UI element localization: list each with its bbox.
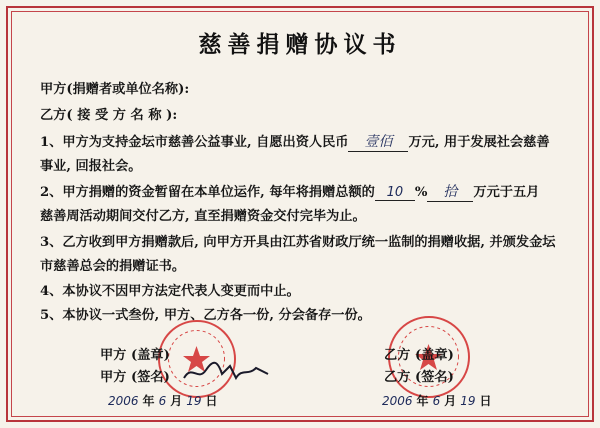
party-a-year: 2006 xyxy=(108,394,139,408)
clause-2-amount: 拾 xyxy=(427,181,473,202)
party-b-year: 2006 xyxy=(382,394,413,408)
party-a-year-char: 年 xyxy=(142,394,155,408)
party-b-month-char: 月 xyxy=(444,394,457,408)
party-b-line: 乙方( 接 受 方 名 称 ): xyxy=(40,108,178,123)
clause-1-line-2: 事业, 回报社会。 xyxy=(40,159,142,174)
clause-1-amount: 壹佰 xyxy=(348,131,408,152)
document-title: 慈善捐赠协议书 xyxy=(198,31,402,58)
clause-5-line: 5、本协议一式叁份, 甲方、乙方各一份, 分会备存一份。 xyxy=(40,308,371,323)
clause-3-line-1: 3、乙方收到甲方捐赠款后, 向甲方开具由江苏省财政厅统一监制的捐赠收据, 并颁发金坛 xyxy=(40,235,556,250)
clause-1-prefix: 1、甲方为支持金坛市慈善公益事业, 自愿出资人民币 xyxy=(40,135,349,150)
party-a-day: 19 xyxy=(186,394,202,408)
clause-2-prefix: 2、甲方捐赠的资金暂留在本单位运作, 每年将捐赠总额的 xyxy=(40,185,375,200)
party-a-seal-label: 甲方 (盖章) xyxy=(100,348,170,363)
party-a-date xyxy=(108,392,222,409)
clause-2-pct-sign: % xyxy=(414,185,428,200)
party-a-month-char: 月 xyxy=(170,394,183,408)
party-a-sign-label: 甲方 (签名) xyxy=(100,370,170,385)
clause-2-line-2: 慈善周活动期间交付乙方, 直至捐赠资金交付完毕为止。 xyxy=(40,209,366,224)
party-b-month: 6 xyxy=(432,394,441,408)
party-a-signature-icon xyxy=(178,356,274,386)
party-b-day-char: 日 xyxy=(479,394,492,408)
party-a-line: 甲方(捐赠者或单位名称): xyxy=(40,82,190,97)
clause-2-suffix: 万元于五月 xyxy=(473,185,540,200)
clause-2-line-1 xyxy=(40,181,568,202)
clause-3-line-2: 市慈善总会的捐赠证书。 xyxy=(40,259,186,274)
clause-1-line-1 xyxy=(40,131,568,152)
party-a-day-char: 日 xyxy=(205,394,218,408)
clause-2-percent: 10 xyxy=(375,185,415,201)
clause-4-line: 4、本协议不因甲方法定代表人变更而中止。 xyxy=(40,284,300,299)
party-b-seal-label: 乙方 (盖章) xyxy=(384,348,454,363)
party-a-month: 6 xyxy=(158,394,167,408)
party-b-sign-label: 乙方 (签名) xyxy=(384,370,454,385)
party-b-year-char: 年 xyxy=(416,394,429,408)
party-b-date xyxy=(382,392,496,409)
party-b-day: 19 xyxy=(460,394,476,408)
clause-1-suffix: 万元, 用于发展社会慈善 xyxy=(408,135,550,150)
